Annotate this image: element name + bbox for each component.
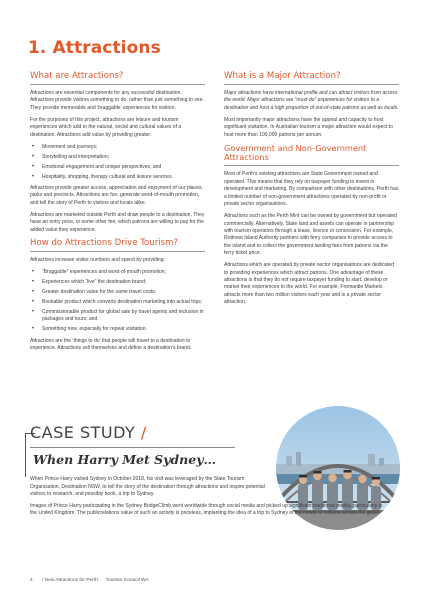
paragraph: Attractions are the ‘things to do’ that people will travel to a destination to experience. Attractions sell themselves and define a destination’s brand. [30,337,192,351]
paragraph: Major attractions have international profile and can attract visitors from across the world. Major attractions are “must-do” experiences for visitors to a destination and host a high proportion of out-of-state patrons as well as locals. [224,90,399,111]
list-item: • Commissionable product for global sale by travel agents and inclusion in packages and tours; and [30,309,205,324]
paragraph: Attractions increase visitor numbers and spend by providing: [30,256,165,263]
publication-name: / New Attractions for Perth [42,578,98,583]
page-footer [30,578,149,583]
list-item: • “Braggable” experiences and word-of-mouth promotion; [30,269,205,276]
case-study-headline: When Harry Met Sydney… [33,452,216,467]
section-heading-what-are-attractions: What are Attractions? [30,72,205,85]
left-column [30,72,205,357]
list-item: • Bookable product which converts destination marketing into actual trips; [30,299,205,306]
list-item: • Greater destination value for the same travel costs; [30,289,205,296]
paragraph: When Prince Harry visited Sydney in October 2018, his visit was leveraged by the State Tourism Organisation, Destination NSW, to tell the story of the destination through attractions and inspire potential visitors to research, and possibly book, a trip to Sydney. [30,476,265,498]
list-item: • Movement and journeys; [30,144,205,151]
list-item: • Hospitality, shopping, therapy cultural and leisure services. [30,174,205,181]
bullet-list-value [30,144,205,181]
section-heading-major-attraction: What is a Major Attraction? [224,72,399,85]
list-item: • Emotional engagement and unique perspectives; and [30,164,205,171]
paragraph: Attractions such as the Perth Mint can be owned by government but operated commercially. Alternatively, State land and assets can operate in partnership with tourism operators through a lease, licence or concession. For example, Rottnest Island Authority partners with ferry companies to provide access to the island and to collect the government landing fees from patrons via the ferry ticket price. [224,213,397,257]
paragraph: Attractions which are operated by private sector organisations are dedicated to providing experiences which attract patrons. One advantage of these attractions is that they do not require taxpayer funding to start, develop or market their experiences to the world. For example, Fremantle Markets attracts more than two million visitors each year and is a private sector attraction. [224,262,395,306]
section-heading-government: Government and Non-Government Attractions [224,144,399,167]
page-number: 4 [30,578,33,583]
paragraph: Attractions are essential components for any successful destination. Attractions provide visitors something to do, rather than just something to see. They provide memorable and ‘braggable’ experiences for visitors. [30,90,204,111]
page-title: 1. Attractions [28,38,161,58]
paragraph: Most importantly major attractions have the appeal and capacity to host significant visitation. In Australian tourism a major attraction would expect to host more than 100,000 patrons per annum. [224,116,393,138]
divider [30,447,235,448]
list-item: • Experiences which “live” the destination brand; [30,279,205,286]
paragraph: For the purposes of this project, attractions are leisure and tourism experiences which add to the natural, social and cultural values of a destination. Attractions add value by providing greater: [30,116,182,138]
case-study-title [30,423,147,442]
case-study-body [30,476,386,522]
case-study-label: CASE STUDY [30,423,136,442]
bullet-list-drivers [30,269,205,334]
organisation-name: Tourism Council WA [105,578,149,583]
paragraph: Images of Prince Harry participating in the Sydney BridgeClimb went worldwide through social media and picked up significant traditional media, particularly in the United Kingdom. The publicrelations value of such an activity is priceless, implanting the idea of a trip to Sydney in the minds of millions across the globe. [30,502,383,517]
section-heading-drive-tourism: How do Attractions Drive Tourism? [30,239,205,252]
paragraph: Most of Perth’s existing attractions are State Government owned and operated. This means that they rely on taxpayer funding to invest in development and marketing. By comparison with other destinations, Perth has a limited number of non-government attractions operated by non-profit or private sector organisations. [224,171,399,208]
case-study-slash: / [140,423,147,442]
paragraph: Attractions are marketed outside Perth and draw people to a destination. They have an entry price, or some other fee, which patrons are willing to pay for the added value they experience. [30,211,205,233]
list-item: • Something new, especially for repeat visitation. [30,326,205,333]
paragraph: Attractions provide greater access, appreciation and enjoyment of our places, parks and precincts. Attractions are fun, generate word-of-mouth promotion, and tell the story of Perth to visitors and locals alike. [30,185,203,206]
list-item: • Storytelling and interpretation; [30,154,205,161]
right-column [224,72,399,311]
